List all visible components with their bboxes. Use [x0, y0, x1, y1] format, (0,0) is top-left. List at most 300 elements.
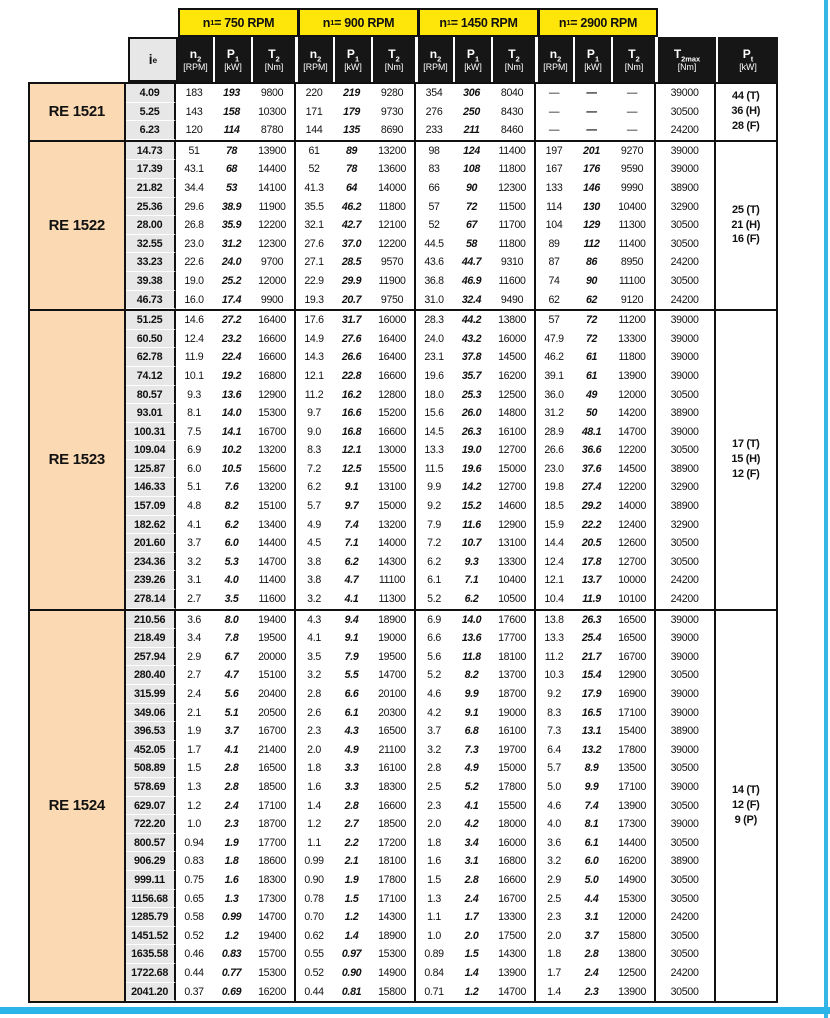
cell-t2max: 30500 [656, 553, 716, 572]
cell-p1: 17.4 [221, 293, 242, 306]
cell-p1: 35.7 [461, 369, 482, 382]
cell-p1: 3.5 [224, 593, 239, 606]
cell-n2: 8.3 [307, 444, 321, 457]
cell-p1: 0.81 [341, 985, 362, 998]
cell-p1: 26.3 [581, 613, 602, 626]
cell-n2: 1.5 [427, 873, 441, 886]
cell-n2: 6.6 [427, 632, 441, 645]
cell-ratio: 218.49 [126, 629, 176, 648]
cell-p1: 72 [585, 332, 598, 345]
cell-n2: 0.52 [304, 966, 324, 979]
cell-p1: 9.9 [584, 780, 599, 793]
cell-t2: 19000 [491, 704, 536, 723]
cell-t2: 15300 [251, 964, 296, 983]
cell-n2: 0.78 [304, 892, 324, 905]
thermal-power-value: 25 (T) [732, 203, 760, 216]
cell-t2: 14300 [371, 908, 416, 927]
thermal-power-cell [716, 84, 776, 140]
cell-t2max: 24200 [656, 964, 716, 983]
cell-p1: 15.2 [461, 500, 482, 513]
cell-t2: 12200 [371, 235, 416, 254]
cell-p1: 27.2 [221, 314, 242, 327]
table-row [126, 272, 716, 291]
cell-p1: 90 [585, 274, 598, 287]
cell-t2: 13000 [371, 441, 416, 460]
cell-n2: 83 [428, 163, 440, 176]
cell-t2: 15100 [251, 497, 296, 516]
cell-ratio: 280.40 [126, 666, 176, 685]
cell-p1: 6.1 [344, 706, 359, 719]
table-row [126, 704, 716, 723]
table-row [126, 890, 716, 909]
cell-n2: 3.8 [307, 574, 321, 587]
cell-ratio: 278.14 [126, 590, 176, 609]
cell-t2: 14000 [371, 534, 416, 553]
cell-n2: 0.94 [184, 836, 204, 849]
cell-t2max: 24200 [656, 253, 716, 272]
cell-t2: 20400 [251, 685, 296, 704]
cell-p1: 72 [585, 314, 598, 327]
cell-n2: 2.5 [427, 780, 441, 793]
cell-n2: 10.1 [184, 369, 204, 382]
cell-p1: 22.2 [581, 518, 602, 531]
cell-n2: 8.3 [547, 706, 561, 719]
cell-t2: 15300 [251, 404, 296, 423]
cell-n2: 31.2 [544, 407, 564, 420]
model-label: RE 1523 [30, 311, 126, 609]
model-group-re-1523 [30, 311, 776, 611]
cell-n2: 51 [188, 144, 200, 157]
cell-n2: 3.1 [187, 574, 201, 587]
cell-t2: 8460 [491, 121, 536, 140]
cell-n2: 5.7 [307, 500, 321, 513]
cell-t2: 9270 [611, 142, 656, 161]
cell-t2: 15100 [251, 666, 296, 685]
table-row [126, 983, 716, 1002]
cell-p1: 1.9 [224, 836, 239, 849]
cell-t2max: 30500 [656, 871, 716, 890]
cell-p1: 10.5 [221, 462, 242, 475]
cell-ratio: 14.73 [126, 142, 176, 161]
cell-p1: 1.2 [224, 929, 239, 942]
cell-t2: 15600 [251, 460, 296, 479]
cell-t2: 12000 [611, 386, 656, 405]
table-row [126, 441, 716, 460]
cell-t2: 13100 [491, 534, 536, 553]
table-row [126, 235, 716, 254]
cell-p1: 36.6 [581, 444, 602, 457]
cell-p1: 44.2 [461, 314, 482, 327]
cell-t2max: 39000 [656, 778, 716, 797]
thermal-power-cell [716, 311, 776, 609]
cell-t2: 8690 [371, 121, 416, 140]
cell-t2: 14200 [611, 404, 656, 423]
cell-ratio: 109.04 [126, 441, 176, 460]
cell-t2: 17800 [491, 778, 536, 797]
cell-t2max: 32900 [656, 478, 716, 497]
cell-n2: 11.5 [424, 462, 444, 475]
cell-t2: 16700 [611, 648, 656, 667]
cell-n2: 87 [548, 256, 560, 269]
cell-n2: 4.6 [427, 688, 441, 700]
cell-t2: 18900 [371, 927, 416, 946]
cell-n2: 62 [548, 293, 560, 306]
column-header-p1: $P_1$ [kW] [335, 37, 373, 82]
cell-t2: 14400 [251, 160, 296, 179]
cell-t2max: 39000 [656, 704, 716, 723]
cell-p1: 1.2 [344, 911, 359, 924]
cell-p1: 2.8 [464, 873, 479, 886]
cell-t2: 9310 [491, 253, 536, 272]
cell-n2: 2.5 [547, 892, 561, 905]
cell-n2: 22.6 [184, 256, 204, 269]
cell-p1: 49 [585, 388, 598, 401]
cell-t2: 13900 [491, 964, 536, 983]
cell-p1: 6.2 [344, 555, 359, 568]
cell-n2: 0.71 [424, 985, 444, 998]
cell-p1: 4.4 [584, 892, 599, 905]
table-row [126, 741, 716, 760]
column-header-n2: $n_2$ [RPM] [538, 37, 575, 82]
cell-t2: 14700 [491, 983, 536, 1002]
header-spacer [30, 37, 128, 82]
cell-t2: 12200 [611, 441, 656, 460]
cell-t2: 14900 [371, 964, 416, 983]
cell-t2: 8040 [491, 84, 536, 103]
cell-n2: 1.7 [547, 966, 561, 979]
cell-p1: 4.1 [224, 743, 239, 756]
cell-t2: 14900 [611, 871, 656, 890]
cell-n2: 8.1 [187, 407, 201, 420]
cell-ratio: 33.23 [126, 253, 176, 272]
table-row [126, 834, 716, 853]
cell-p1: 7.6 [224, 481, 239, 494]
cell-p1: 6.2 [224, 518, 239, 531]
cell-p1: 48.1 [581, 425, 602, 438]
cell-p1: 61 [585, 369, 598, 382]
cell-t2: 14000 [371, 179, 416, 198]
cell-p1: 306 [463, 87, 480, 99]
cell-n2: 0.90 [304, 873, 324, 886]
cell-t2max: 39000 [656, 685, 716, 704]
cell-t2: 15000 [371, 497, 416, 516]
column-header-n2: $n_2$ [RPM] [418, 37, 455, 82]
cell-t2: 9900 [251, 291, 296, 310]
cell-t2: 16200 [251, 983, 296, 1002]
cell-n2: 1.6 [427, 855, 441, 868]
cell-t2: 17200 [371, 834, 416, 853]
table-row [126, 648, 716, 667]
cell-t2: 14700 [611, 423, 656, 442]
table-row [126, 516, 716, 535]
cell-n2: 1.2 [307, 818, 321, 831]
cell-p1: 61 [585, 351, 598, 364]
cell-p1: 9.3 [464, 555, 479, 568]
column-header-t2: $T_2$ [Nm] [253, 37, 298, 82]
cell-n2: 4.8 [187, 500, 201, 513]
cell-n2: 1.7 [187, 743, 201, 756]
cell-t2: 9570 [371, 253, 416, 272]
cell-t2max: 30500 [656, 945, 716, 964]
cell-t2: 9750 [371, 291, 416, 310]
cell-t2: 8430 [491, 103, 536, 122]
cell-n2: 36.0 [544, 388, 564, 401]
cell-t2: 18300 [371, 778, 416, 797]
column-header-p1: $P_1$ [kW] [575, 37, 613, 82]
cell-n2: 17.6 [304, 314, 324, 327]
cell-t2: 19700 [491, 741, 536, 760]
table-row [126, 778, 716, 797]
ratio-column-header: i e [128, 37, 178, 82]
cell-n2: 133 [545, 181, 563, 194]
cell-t2: 16000 [491, 330, 536, 349]
cell-n2: 220 [305, 87, 323, 99]
thermal-power-cell [716, 611, 776, 1001]
cell-ratio: 396.53 [126, 722, 176, 741]
cell-p1: 8.1 [584, 818, 599, 831]
cell-p1: 8.2 [224, 500, 239, 513]
table-row [126, 666, 716, 685]
cell-p1: 4.7 [224, 669, 239, 682]
cell-t2: 11100 [371, 571, 416, 590]
cell-n2: 11.2 [304, 388, 324, 401]
cell-p1: 37.0 [341, 237, 362, 250]
cell-n2: 4.2 [427, 706, 441, 719]
table-row [126, 330, 716, 349]
cell-p1: 19.6 [461, 462, 482, 475]
cell-t2: 14300 [491, 945, 536, 964]
cell-n2: 3.2 [427, 743, 441, 756]
cell-t2max: 24200 [656, 291, 716, 310]
cell-p1: 16.8 [341, 425, 362, 438]
cell-p1: 0.83 [221, 948, 242, 961]
cell-ratio: 62.78 [126, 348, 176, 367]
cell-t2: 12500 [611, 964, 656, 983]
cell-t2: 13900 [611, 797, 656, 816]
cell-t2: 13200 [371, 516, 416, 535]
cell-p1: 28.5 [341, 256, 362, 269]
table-row [126, 478, 716, 497]
cell-t2: 16700 [251, 423, 296, 442]
cell-p1: 4.1 [464, 799, 479, 812]
cell-p1: 2.8 [344, 799, 359, 812]
cell-p1: 1.3 [224, 892, 239, 905]
cell-p1: 64 [345, 181, 358, 194]
cell-t2: 13300 [491, 553, 536, 572]
cell-n2: 44.5 [424, 237, 444, 250]
table-row [126, 852, 716, 871]
cell-n2: 46.2 [544, 351, 564, 364]
cell-n2: 18.0 [424, 388, 444, 401]
cell-ratio: 906.29 [126, 852, 176, 871]
cell-p1: 5.6 [224, 688, 239, 700]
cell-p1: 16.2 [341, 388, 362, 401]
cell-t2: 12000 [251, 272, 296, 291]
cell-t2max: 39000 [656, 348, 716, 367]
cell-p1: 3.4 [464, 836, 479, 849]
cell-t2: — [611, 84, 656, 103]
cell-n2: 0.44 [184, 966, 204, 979]
cell-t2: 9280 [371, 84, 416, 103]
cell-n2: 6.2 [427, 555, 441, 568]
table-row [126, 685, 716, 704]
cell-p1: 2.1 [344, 855, 359, 868]
cell-ratio: 146.33 [126, 478, 176, 497]
cell-p1: 9.4 [344, 613, 359, 626]
cell-n2: 52 [308, 163, 320, 176]
cell-p1: 176 [583, 163, 600, 176]
cell-p1: 6.2 [464, 593, 479, 606]
cell-n2: 26.6 [544, 444, 564, 457]
cell-n2: 5.7 [547, 762, 561, 775]
cell-p1: 6.1 [584, 836, 599, 849]
cell-p1: 2.0 [464, 929, 479, 942]
cell-n2: 1.4 [307, 799, 321, 812]
cell-p1: 130 [583, 200, 600, 213]
cell-p1: 7.1 [464, 574, 479, 587]
cell-p1: 13.6 [461, 632, 482, 645]
cell-n2: 0.99 [304, 855, 324, 868]
cell-p1: 4.1 [344, 593, 359, 606]
cell-t2: 17100 [251, 797, 296, 816]
cell-p1: 250 [463, 105, 480, 118]
cell-n2: — [548, 124, 560, 137]
cell-p1: 124 [463, 144, 480, 157]
cell-t2: 14800 [491, 404, 536, 423]
column-header-t2: $T_2$ [Nm] [373, 37, 418, 82]
cell-t2max: 39000 [656, 160, 716, 179]
cell-t2max: 39000 [656, 330, 716, 349]
cell-ratio: 578.69 [126, 778, 176, 797]
cell-p1: 7.4 [584, 799, 599, 812]
cell-n2: 7.3 [547, 725, 561, 738]
cell-t2: 16900 [611, 685, 656, 704]
cell-t2: 12100 [371, 216, 416, 235]
cell-n2: 2.4 [187, 688, 201, 700]
cell-n2: 15.6 [424, 407, 444, 420]
cell-t2: 16600 [371, 797, 416, 816]
cell-t2: 16500 [611, 629, 656, 648]
cell-t2: 19000 [371, 629, 416, 648]
cell-p1: 11.8 [462, 650, 481, 663]
cell-n2: 4.9 [307, 518, 321, 531]
cell-t2max: 39000 [656, 367, 716, 386]
cell-p1: 2.4 [584, 966, 599, 979]
cell-t2: 17600 [491, 611, 536, 630]
table-row [126, 423, 716, 442]
cell-t2: 17700 [251, 834, 296, 853]
page-edge-rule-vertical [824, 0, 828, 1018]
cell-t2: 19500 [251, 629, 296, 648]
cell-t2max: 24200 [656, 908, 716, 927]
cell-t2: 18600 [251, 852, 296, 871]
cell-n2: 5.2 [427, 593, 441, 606]
cell-t2max: 30500 [656, 272, 716, 291]
cell-t2: 18000 [491, 815, 536, 834]
cell-t2: 14600 [491, 497, 536, 516]
cell-t2: 14400 [251, 534, 296, 553]
cell-n2: 0.55 [304, 948, 324, 961]
cell-p1: 67 [465, 219, 478, 232]
cell-p1: 29.9 [341, 274, 362, 287]
cell-p1: 24.0 [221, 256, 242, 269]
cell-ratio: 2041.20 [126, 983, 176, 1002]
cell-t2: 17700 [491, 629, 536, 648]
cell-t2: 16800 [491, 852, 536, 871]
cell-p1: 8.9 [584, 762, 599, 775]
cell-n2: 1.8 [427, 836, 441, 849]
cell-t2: 13100 [371, 478, 416, 497]
cell-t2: 13200 [251, 441, 296, 460]
cell-t2: 10000 [611, 571, 656, 590]
cell-n2: 89 [548, 237, 560, 250]
cell-n2: 143 [185, 105, 203, 118]
model-group-re-1522 [30, 142, 776, 311]
cell-n2: 1.9 [187, 725, 201, 738]
cell-n2: 18.5 [544, 500, 564, 513]
cell-n2: 2.8 [307, 688, 321, 700]
cell-ratio: 4.09 [126, 84, 176, 103]
cell-p1: 6.7 [224, 650, 239, 663]
table-row [126, 908, 716, 927]
cell-t2: 9490 [491, 291, 536, 310]
cell-t2max: 38900 [656, 460, 716, 479]
cell-p1: 19.2 [221, 369, 242, 382]
cell-n2: 24.0 [424, 332, 444, 345]
cell-p1: 3.3 [344, 780, 359, 793]
cell-t2: 17800 [371, 871, 416, 890]
column-header-t2: $T_2$ [Nm] [613, 37, 658, 82]
cell-n2: 5.1 [187, 481, 201, 494]
cell-n2: 19.6 [424, 369, 444, 382]
cell-t2: 9120 [611, 291, 656, 310]
cell-t2max: 30500 [656, 235, 716, 254]
cell-n2: 2.3 [427, 799, 441, 812]
cell-t2max: 38900 [656, 179, 716, 198]
cell-p1: 112 [583, 237, 600, 250]
ratings-table [28, 8, 780, 1003]
cell-t2: 11400 [491, 142, 536, 161]
cell-p1: 146 [583, 181, 600, 194]
cell-n2: 1.5 [187, 762, 201, 775]
cell-n2: 32.1 [304, 219, 324, 232]
cell-p1: 9.1 [344, 632, 359, 645]
cell-p1: 4.7 [344, 574, 359, 587]
column-header-p1: $P_1$ [kW] [455, 37, 493, 82]
cell-p1: 50 [585, 407, 598, 420]
thermal-power-value: 28 (F) [732, 119, 760, 132]
cell-t2: 11800 [611, 348, 656, 367]
cell-n2: 0.65 [184, 892, 204, 905]
cell-n2: 9.2 [427, 500, 441, 513]
cell-n2: 1.3 [427, 892, 441, 905]
cell-t2: 12300 [491, 179, 536, 198]
cell-t2max: 39000 [656, 648, 716, 667]
cell-t2: 14700 [371, 666, 416, 685]
cell-ratio: 1156.68 [126, 890, 176, 909]
cell-n2: 3.2 [307, 669, 321, 682]
cell-t2: 15300 [371, 945, 416, 964]
cell-t2max: 39000 [656, 741, 716, 760]
column-header-pt: $P_t$ [kW] [718, 37, 780, 82]
cell-t2max: 38900 [656, 722, 716, 741]
cell-t2: 16600 [371, 423, 416, 442]
cell-n2: 14.4 [544, 537, 564, 550]
cell-p1: 211 [463, 124, 480, 137]
cell-p1: 31.2 [221, 237, 242, 250]
cell-n2: 3.5 [307, 650, 321, 663]
cell-n2: 167 [545, 163, 563, 176]
